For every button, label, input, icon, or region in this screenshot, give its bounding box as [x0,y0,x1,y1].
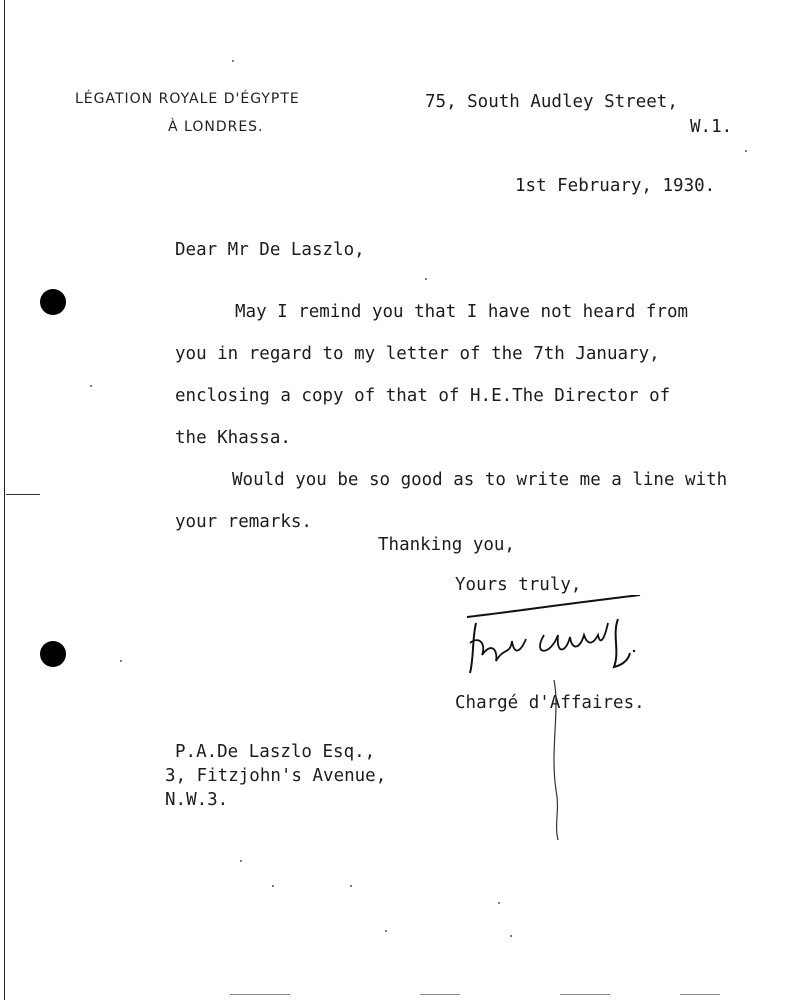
body-line: enclosing a copy of that of H.E.The Director of [175,386,671,406]
paper-speck [232,60,234,62]
recipient-line-3: N.W.3. [165,790,229,810]
paper-speck [120,660,122,662]
bottom-edge-dash [420,994,460,995]
paper-speck [510,935,512,937]
bottom-edge-dash [560,994,610,995]
body-line: May I remind you that I have not heard from [235,302,689,322]
page-edge-line [4,0,5,1000]
paper-speck [240,860,242,862]
recipient-line-2: 3, Fitzjohn's Avenue, [165,766,387,786]
letterhead-line-1: LÉGATION ROYALE D'ÉGYPTE [75,91,300,107]
paper-speck [272,885,274,887]
letterhead-line-2: À LONDRES. [168,119,264,135]
body-line: the Khassa. [175,428,291,448]
body-line: you in regard to my letter of the 7th January, [175,344,660,364]
body-line: Would you be so good as to write me a line with [232,470,728,490]
margin-mark [6,494,40,495]
ink-stroke [548,680,568,840]
punch-hole-top [40,289,66,315]
bottom-edge-dash [230,994,290,995]
paper-speck [745,150,747,152]
closing-line: Yours truly, [455,575,582,595]
paper-speck [350,885,352,887]
paper-speck [90,385,92,387]
paper-speck [385,930,387,932]
paper-speck [425,278,427,280]
letter-date: 1st February, 1930. [515,176,716,196]
recipient-line-1: P.A.De Laszlo Esq., [175,742,376,762]
signature-title: Chargé d'Affaires. [455,693,645,713]
paper-speck [498,902,500,904]
sender-street: 75, South Audley Street, [425,92,678,112]
body-line: your remarks. [175,512,312,532]
handwritten-signature [462,595,642,675]
sender-district: W.1. [690,117,733,137]
bottom-edge-dash [680,994,720,995]
thanks-line: Thanking you, [378,535,515,555]
punch-hole-bottom [40,641,66,667]
salutation: Dear Mr De Laszlo, [175,240,365,260]
